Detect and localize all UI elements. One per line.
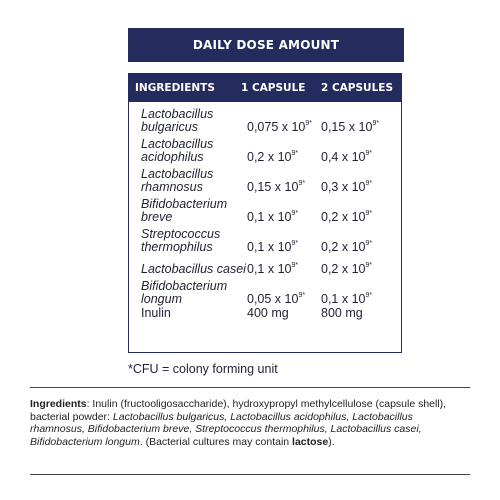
dose-1-capsule-exponent: 9* bbox=[298, 180, 306, 187]
ingredient-name bbox=[129, 307, 247, 320]
ingredient-name-text: Bifidobacterium breve bbox=[141, 197, 228, 224]
dose-2-capsules-exponent: 9* bbox=[365, 240, 373, 247]
header-ingredients: INGREDIENTS bbox=[135, 82, 215, 94]
dose-2-capsules-value: 0,2 x 10 bbox=[321, 262, 366, 276]
dose-1-capsule-value: 0,2 x 10 bbox=[247, 150, 292, 164]
dose-2-capsules-exponent: 9* bbox=[365, 292, 373, 299]
table-body bbox=[129, 102, 401, 320]
dose-2-capsules bbox=[321, 207, 401, 224]
dose-1-capsule-value: 0,05 x 10 bbox=[247, 292, 299, 306]
cfu-footnote: *CFU = colony forming unit bbox=[128, 362, 278, 376]
ingredient-name-text: Lactobacillus casei bbox=[141, 262, 246, 276]
dose-2-capsules-exponent: 9* bbox=[365, 262, 373, 269]
dose-2-capsules bbox=[321, 303, 401, 320]
dose-1-capsule bbox=[247, 147, 321, 164]
table-row bbox=[129, 254, 401, 276]
dose-2-capsules-exponent: 9* bbox=[365, 210, 373, 217]
dose-1-capsule-value: 400 mg bbox=[247, 306, 289, 320]
dose-2-capsules-exponent: 9* bbox=[365, 180, 373, 187]
table-row bbox=[129, 306, 401, 320]
ingredient-name bbox=[129, 138, 247, 164]
header-1-capsule: 1 CAPSULE bbox=[241, 82, 306, 94]
ingredients-paragraph bbox=[30, 398, 470, 448]
dose-1-capsule bbox=[247, 177, 321, 194]
ingredient-name-text: Lactobacillus bulgaricus bbox=[141, 107, 214, 134]
ingredient-name bbox=[129, 198, 247, 224]
dose-1-capsule-value: 0,1 x 10 bbox=[247, 262, 292, 276]
dose-1-capsule bbox=[247, 207, 321, 224]
table-row bbox=[129, 276, 401, 306]
dose-1-capsule bbox=[247, 259, 321, 276]
ingredients-allergen: lactose bbox=[292, 435, 329, 448]
ingredients-text-1: : Inulin (fructooligosaccharide), hydroxypropyl methylcellulose (capsule shell), bacterial powder: bbox=[30, 398, 447, 423]
ingredient-name-text: Inulin bbox=[141, 306, 171, 320]
dose-1-capsule bbox=[247, 237, 321, 254]
dose-2-capsules bbox=[321, 177, 401, 194]
ingredients-label: Ingredients bbox=[30, 398, 87, 410]
dose-1-capsule-value: 0,075 x 10 bbox=[247, 120, 306, 134]
ingredients-text-2: . (Bacterial cultures may contain bbox=[139, 435, 293, 448]
ingredient-name-text: Bifidobacterium longum bbox=[141, 279, 228, 306]
dose-1-capsule-value: 0,15 x 10 bbox=[247, 180, 299, 194]
table-row bbox=[129, 164, 401, 194]
dose-1-capsule-exponent: 9* bbox=[291, 240, 299, 247]
dose-table bbox=[128, 73, 402, 353]
dose-2-capsules bbox=[321, 117, 401, 134]
table-row bbox=[129, 104, 401, 134]
ingredient-name-text: Lactobacillus rhamnosus bbox=[141, 167, 214, 194]
dose-2-capsules-value: 800 mg bbox=[321, 306, 363, 320]
daily-dose-banner bbox=[128, 28, 404, 62]
ingredient-name-text: Streptococcus thermophilus bbox=[141, 227, 221, 254]
dose-2-capsules bbox=[321, 147, 401, 164]
dose-1-capsule-value: 0,1 x 10 bbox=[247, 240, 292, 254]
ingredient-name bbox=[129, 108, 247, 134]
dose-1-capsule-exponent: 9* bbox=[305, 120, 313, 127]
ingredients-text-3: ). bbox=[328, 435, 335, 448]
dose-2-capsules-value: 0,2 x 10 bbox=[321, 240, 366, 254]
ingredient-name-text: Lactobacillus acidophilus bbox=[141, 137, 214, 164]
table-header bbox=[129, 74, 401, 102]
ingredients-species: Lactobacillus bulgaricus, Lactobacillus acidophilus, Lactobacillus rhamnosus, Bifidobacterium breve, Streptococcus thermophilus, Lactobacillus casei, Bifidobacterium longum bbox=[30, 410, 422, 448]
dose-2-capsules-value: 0,3 x 10 bbox=[321, 180, 366, 194]
dose-1-capsule bbox=[247, 117, 321, 134]
ingredient-name bbox=[129, 263, 247, 276]
banner-title: DAILY DOSE AMOUNT bbox=[192, 38, 340, 52]
dose-1-capsule-exponent: 9* bbox=[291, 150, 299, 157]
dose-1-capsule bbox=[247, 303, 321, 320]
ingredient-name bbox=[129, 228, 247, 254]
dose-1-capsule-value: 0,1 x 10 bbox=[247, 210, 292, 224]
dose-2-capsules-value: 0,4 x 10 bbox=[321, 150, 366, 164]
dose-1-capsule-exponent: 9* bbox=[298, 292, 306, 299]
table-row bbox=[129, 224, 401, 254]
divider-bottom bbox=[30, 474, 470, 475]
header-2-capsules: 2 CAPSULES bbox=[321, 82, 394, 94]
ingredient-name bbox=[129, 280, 247, 306]
dose-2-capsules-exponent: 9* bbox=[372, 120, 380, 127]
table-row bbox=[129, 194, 401, 224]
dose-2-capsules bbox=[321, 259, 401, 276]
dose-2-capsules bbox=[321, 237, 401, 254]
dose-2-capsules-value: 0,1 x 10 bbox=[321, 292, 366, 306]
dose-1-capsule-exponent: 9* bbox=[291, 210, 299, 217]
dose-1-capsule-exponent: 9* bbox=[291, 262, 299, 269]
ingredient-name bbox=[129, 168, 247, 194]
dose-2-capsules-value: 0,2 x 10 bbox=[321, 210, 366, 224]
dose-2-capsules-value: 0,15 x 10 bbox=[321, 120, 373, 134]
table-row bbox=[129, 134, 401, 164]
divider-top bbox=[30, 387, 470, 388]
dose-2-capsules-exponent: 9* bbox=[365, 150, 373, 157]
